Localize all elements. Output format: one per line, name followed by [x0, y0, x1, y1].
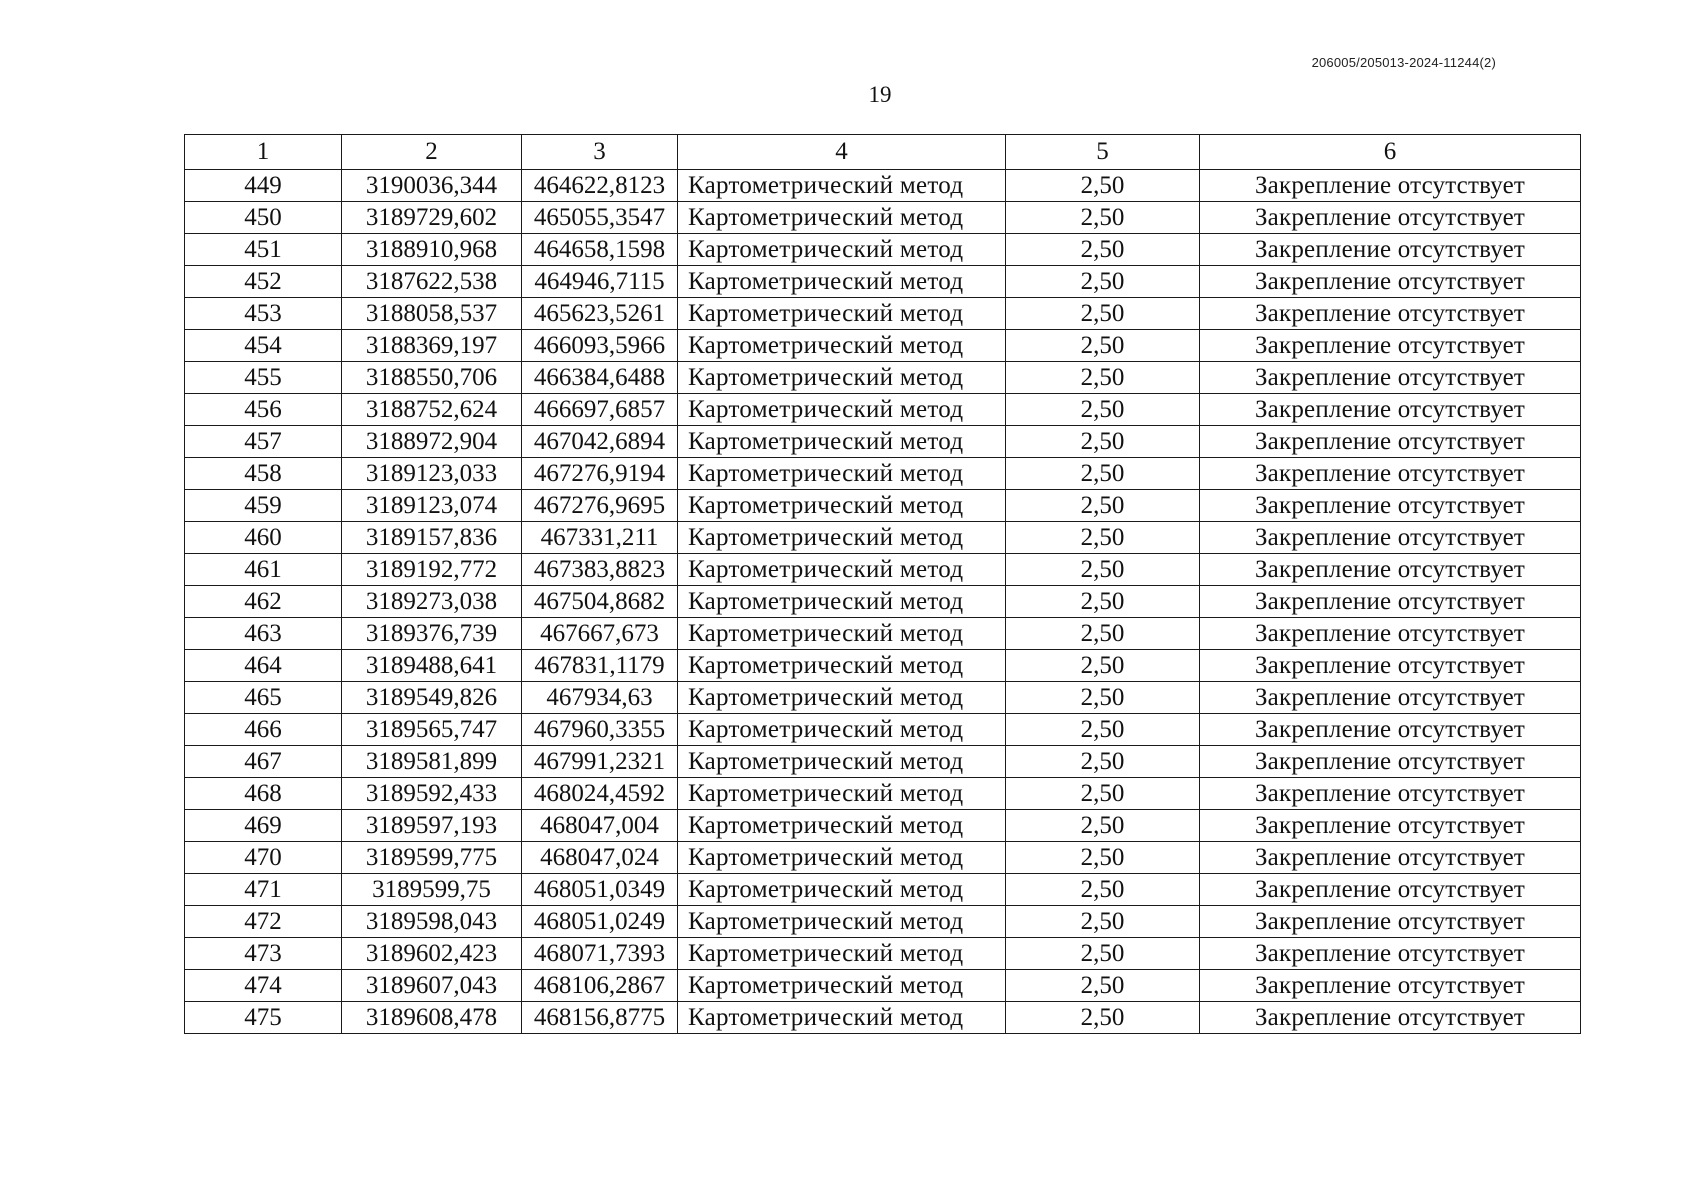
table-row	[185, 266, 1581, 298]
fixation-cell: Закрепление отсутствует	[1200, 586, 1581, 618]
x-coordinate-cell: 3189273,038	[342, 586, 522, 618]
method-cell: Картометрический метод	[678, 746, 1006, 778]
accuracy-cell: 2,50	[1006, 554, 1200, 586]
x-coordinate-cell: 3187622,538	[342, 266, 522, 298]
header-col-6: 6	[1200, 135, 1581, 170]
point-number-cell: 471	[185, 874, 342, 906]
point-number-cell: 472	[185, 906, 342, 938]
y-coordinate-cell: 466697,6857	[522, 394, 678, 426]
method-cell: Картометрический метод	[678, 1002, 1006, 1034]
table-row	[185, 746, 1581, 778]
point-number-cell: 465	[185, 682, 342, 714]
point-number-cell: 475	[185, 1002, 342, 1034]
y-coordinate-cell: 468024,4592	[522, 778, 678, 810]
point-number-cell: 464	[185, 650, 342, 682]
method-cell: Картометрический метод	[678, 874, 1006, 906]
point-number-cell: 457	[185, 426, 342, 458]
header-col-1: 1	[185, 135, 342, 170]
point-number-cell: 451	[185, 234, 342, 266]
fixation-cell: Закрепление отсутствует	[1200, 554, 1581, 586]
y-coordinate-cell: 468051,0249	[522, 906, 678, 938]
x-coordinate-cell: 3189608,478	[342, 1002, 522, 1034]
x-coordinate-cell: 3189581,899	[342, 746, 522, 778]
fixation-cell: Закрепление отсутствует	[1200, 394, 1581, 426]
y-coordinate-cell: 464658,1598	[522, 234, 678, 266]
fixation-cell: Закрепление отсутствует	[1200, 746, 1581, 778]
y-coordinate-cell: 464622,8123	[522, 170, 678, 202]
x-coordinate-cell: 3189607,043	[342, 970, 522, 1002]
accuracy-cell: 2,50	[1006, 618, 1200, 650]
fixation-cell: Закрепление отсутствует	[1200, 202, 1581, 234]
coordinates-table	[184, 134, 1581, 1034]
fixation-cell: Закрепление отсутствует	[1200, 810, 1581, 842]
accuracy-cell: 2,50	[1006, 906, 1200, 938]
fixation-cell: Закрепление отсутствует	[1200, 330, 1581, 362]
method-cell: Картометрический метод	[678, 362, 1006, 394]
accuracy-cell: 2,50	[1006, 362, 1200, 394]
method-cell: Картометрический метод	[678, 842, 1006, 874]
fixation-cell: Закрепление отсутствует	[1200, 234, 1581, 266]
table-row	[185, 906, 1581, 938]
x-coordinate-cell: 3189376,739	[342, 618, 522, 650]
y-coordinate-cell: 468106,2867	[522, 970, 678, 1002]
method-cell: Картометрический метод	[678, 586, 1006, 618]
accuracy-cell: 2,50	[1006, 202, 1200, 234]
table-row	[185, 554, 1581, 586]
table-row	[185, 234, 1581, 266]
x-coordinate-cell: 3189597,193	[342, 810, 522, 842]
table-row	[185, 522, 1581, 554]
accuracy-cell: 2,50	[1006, 426, 1200, 458]
method-cell: Картометрический метод	[678, 714, 1006, 746]
fixation-cell: Закрепление отсутствует	[1200, 426, 1581, 458]
accuracy-cell: 2,50	[1006, 330, 1200, 362]
method-cell: Картометрический метод	[678, 970, 1006, 1002]
x-coordinate-cell: 3188910,968	[342, 234, 522, 266]
table-row	[185, 362, 1581, 394]
y-coordinate-cell: 465623,5261	[522, 298, 678, 330]
accuracy-cell: 2,50	[1006, 970, 1200, 1002]
y-coordinate-cell: 468156,8775	[522, 1002, 678, 1034]
x-coordinate-cell: 3190036,344	[342, 170, 522, 202]
point-number-cell: 474	[185, 970, 342, 1002]
table-row	[185, 970, 1581, 1002]
x-coordinate-cell: 3189192,772	[342, 554, 522, 586]
accuracy-cell: 2,50	[1006, 522, 1200, 554]
y-coordinate-cell: 466093,5966	[522, 330, 678, 362]
y-coordinate-cell: 467042,6894	[522, 426, 678, 458]
y-coordinate-cell: 464946,7115	[522, 266, 678, 298]
method-cell: Картометрический метод	[678, 202, 1006, 234]
table-row	[185, 778, 1581, 810]
method-cell: Картометрический метод	[678, 618, 1006, 650]
method-cell: Картометрический метод	[678, 234, 1006, 266]
fixation-cell: Закрепление отсутствует	[1200, 842, 1581, 874]
table-row	[185, 458, 1581, 490]
fixation-cell: Закрепление отсутствует	[1200, 298, 1581, 330]
point-number-cell: 470	[185, 842, 342, 874]
point-number-cell: 455	[185, 362, 342, 394]
method-cell: Картометрический метод	[678, 170, 1006, 202]
x-coordinate-cell: 3189599,775	[342, 842, 522, 874]
x-coordinate-cell: 3189488,641	[342, 650, 522, 682]
page-number: 19	[868, 82, 892, 107]
point-number-cell: 460	[185, 522, 342, 554]
accuracy-cell: 2,50	[1006, 746, 1200, 778]
x-coordinate-cell: 3189592,433	[342, 778, 522, 810]
method-cell: Картометрический метод	[678, 426, 1006, 458]
point-number-cell: 473	[185, 938, 342, 970]
y-coordinate-cell: 467831,1179	[522, 650, 678, 682]
point-number-cell: 467	[185, 746, 342, 778]
table-body	[185, 170, 1581, 1034]
table-row	[185, 618, 1581, 650]
accuracy-cell: 2,50	[1006, 842, 1200, 874]
method-cell: Картометрический метод	[678, 554, 1006, 586]
accuracy-cell: 2,50	[1006, 586, 1200, 618]
y-coordinate-cell: 465055,3547	[522, 202, 678, 234]
table-row	[185, 426, 1581, 458]
method-cell: Картометрический метод	[678, 266, 1006, 298]
method-cell: Картометрический метод	[678, 522, 1006, 554]
header-col-3: 3	[522, 135, 678, 170]
table-row	[185, 1002, 1581, 1034]
point-number-cell: 456	[185, 394, 342, 426]
accuracy-cell: 2,50	[1006, 778, 1200, 810]
method-cell: Картометрический метод	[678, 906, 1006, 938]
table-row	[185, 394, 1581, 426]
y-coordinate-cell: 467276,9695	[522, 490, 678, 522]
header-col-4: 4	[678, 135, 1006, 170]
x-coordinate-cell: 3189565,747	[342, 714, 522, 746]
point-number-cell: 461	[185, 554, 342, 586]
table-row	[185, 650, 1581, 682]
fixation-cell: Закрепление отсутствует	[1200, 490, 1581, 522]
table-row	[185, 586, 1581, 618]
point-number-cell: 458	[185, 458, 342, 490]
y-coordinate-cell: 467991,2321	[522, 746, 678, 778]
fixation-cell: Закрепление отсутствует	[1200, 778, 1581, 810]
x-coordinate-cell: 3189729,602	[342, 202, 522, 234]
table-row	[185, 842, 1581, 874]
fixation-cell: Закрепление отсутствует	[1200, 522, 1581, 554]
y-coordinate-cell: 468071,7393	[522, 938, 678, 970]
document-id: 206005/205013-2024-11244(2)	[1311, 55, 1496, 70]
table-row	[185, 330, 1581, 362]
accuracy-cell: 2,50	[1006, 234, 1200, 266]
point-number-cell: 453	[185, 298, 342, 330]
accuracy-cell: 2,50	[1006, 266, 1200, 298]
y-coordinate-cell: 468047,024	[522, 842, 678, 874]
accuracy-cell: 2,50	[1006, 938, 1200, 970]
y-coordinate-cell: 467960,3355	[522, 714, 678, 746]
method-cell: Картометрический метод	[678, 298, 1006, 330]
x-coordinate-cell: 3189549,826	[342, 682, 522, 714]
accuracy-cell: 2,50	[1006, 298, 1200, 330]
x-coordinate-cell: 3189123,074	[342, 490, 522, 522]
method-cell: Картометрический метод	[678, 490, 1006, 522]
x-coordinate-cell: 3188752,624	[342, 394, 522, 426]
table-row	[185, 298, 1581, 330]
table-header-row	[185, 135, 1581, 170]
fixation-cell: Закрепление отсутствует	[1200, 266, 1581, 298]
header-col-2: 2	[342, 135, 522, 170]
accuracy-cell: 2,50	[1006, 394, 1200, 426]
method-cell: Картометрический метод	[678, 778, 1006, 810]
point-number-cell: 450	[185, 202, 342, 234]
x-coordinate-cell: 3189157,836	[342, 522, 522, 554]
accuracy-cell: 2,50	[1006, 810, 1200, 842]
x-coordinate-cell: 3189598,043	[342, 906, 522, 938]
fixation-cell: Закрепление отсутствует	[1200, 714, 1581, 746]
fixation-cell: Закрепление отсутствует	[1200, 170, 1581, 202]
y-coordinate-cell: 467667,673	[522, 618, 678, 650]
table-row	[185, 810, 1581, 842]
fixation-cell: Закрепление отсутствует	[1200, 874, 1581, 906]
method-cell: Картометрический метод	[678, 810, 1006, 842]
x-coordinate-cell: 3188550,706	[342, 362, 522, 394]
table-row	[185, 490, 1581, 522]
table-row	[185, 170, 1581, 202]
fixation-cell: Закрепление отсутствует	[1200, 458, 1581, 490]
x-coordinate-cell: 3188369,197	[342, 330, 522, 362]
y-coordinate-cell: 468047,004	[522, 810, 678, 842]
fixation-cell: Закрепление отсутствует	[1200, 650, 1581, 682]
fixation-cell: Закрепление отсутствует	[1200, 906, 1581, 938]
x-coordinate-cell: 3189123,033	[342, 458, 522, 490]
fixation-cell: Закрепление отсутствует	[1200, 618, 1581, 650]
accuracy-cell: 2,50	[1006, 490, 1200, 522]
x-coordinate-cell: 3189602,423	[342, 938, 522, 970]
method-cell: Картометрический метод	[678, 394, 1006, 426]
header-col-5: 5	[1006, 135, 1200, 170]
method-cell: Картометрический метод	[678, 458, 1006, 490]
accuracy-cell: 2,50	[1006, 650, 1200, 682]
y-coordinate-cell: 467331,211	[522, 522, 678, 554]
method-cell: Картометрический метод	[678, 938, 1006, 970]
method-cell: Картометрический метод	[678, 650, 1006, 682]
fixation-cell: Закрепление отсутствует	[1200, 362, 1581, 394]
accuracy-cell: 2,50	[1006, 714, 1200, 746]
x-coordinate-cell: 3189599,75	[342, 874, 522, 906]
method-cell: Картометрический метод	[678, 682, 1006, 714]
table-row	[185, 874, 1581, 906]
point-number-cell: 454	[185, 330, 342, 362]
point-number-cell: 469	[185, 810, 342, 842]
method-cell: Картометрический метод	[678, 330, 1006, 362]
fixation-cell: Закрепление отсутствует	[1200, 970, 1581, 1002]
table-row	[185, 938, 1581, 970]
fixation-cell: Закрепление отсутствует	[1200, 938, 1581, 970]
accuracy-cell: 2,50	[1006, 1002, 1200, 1034]
point-number-cell: 452	[185, 266, 342, 298]
y-coordinate-cell: 467504,8682	[522, 586, 678, 618]
accuracy-cell: 2,50	[1006, 170, 1200, 202]
accuracy-cell: 2,50	[1006, 458, 1200, 490]
table-row	[185, 202, 1581, 234]
accuracy-cell: 2,50	[1006, 682, 1200, 714]
fixation-cell: Закрепление отсутствует	[1200, 682, 1581, 714]
fixation-cell: Закрепление отсутствует	[1200, 1002, 1581, 1034]
y-coordinate-cell: 466384,6488	[522, 362, 678, 394]
y-coordinate-cell: 468051,0349	[522, 874, 678, 906]
y-coordinate-cell: 467383,8823	[522, 554, 678, 586]
point-number-cell: 449	[185, 170, 342, 202]
point-number-cell: 463	[185, 618, 342, 650]
table-row	[185, 714, 1581, 746]
y-coordinate-cell: 467276,9194	[522, 458, 678, 490]
point-number-cell: 468	[185, 778, 342, 810]
y-coordinate-cell: 467934,63	[522, 682, 678, 714]
point-number-cell: 462	[185, 586, 342, 618]
point-number-cell: 459	[185, 490, 342, 522]
table-row	[185, 682, 1581, 714]
x-coordinate-cell: 3188058,537	[342, 298, 522, 330]
accuracy-cell: 2,50	[1006, 874, 1200, 906]
x-coordinate-cell: 3188972,904	[342, 426, 522, 458]
point-number-cell: 466	[185, 714, 342, 746]
